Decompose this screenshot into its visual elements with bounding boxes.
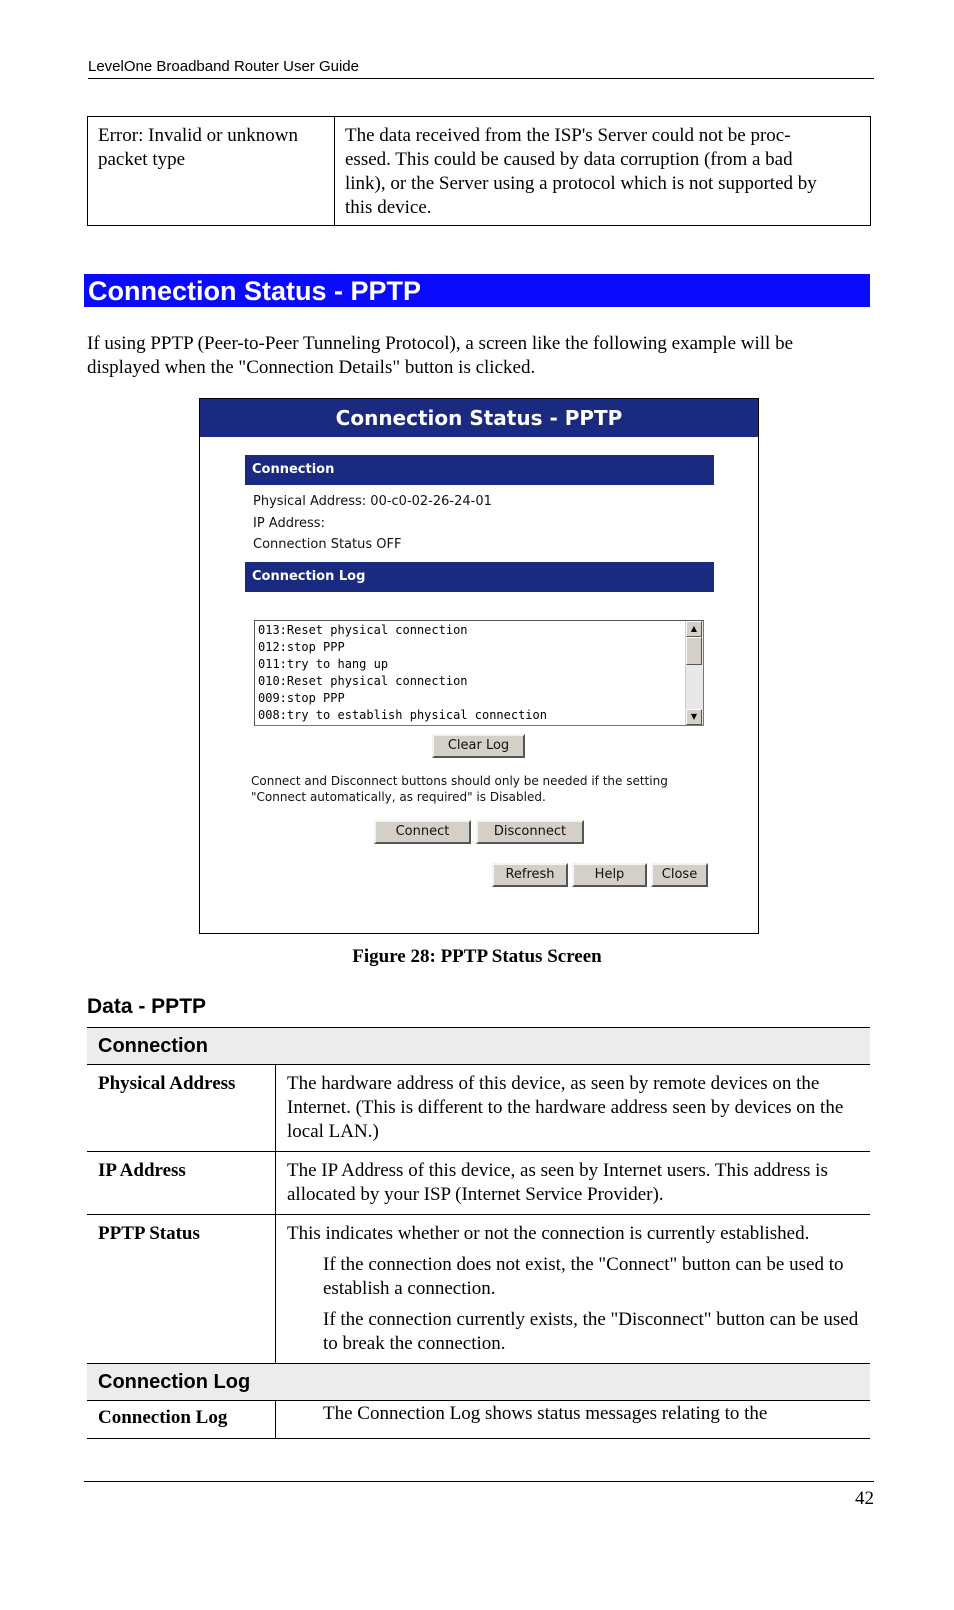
connection-bar: Connection <box>245 455 714 485</box>
log-section-header: Connection Log <box>87 1364 870 1401</box>
intro-paragraph: If using PPTP (Peer-to-Peer Tunneling Protocol), a screen like the following example will be displayed when the "Connection Details" button is clicked. <box>87 333 794 378</box>
row-label: IP Address <box>87 1152 276 1215</box>
connect-note <box>251 773 721 805</box>
log-line: 008:try to establish physical connection <box>258 708 547 722</box>
log-line: 009:stop PPP <box>258 691 345 705</box>
table-row <box>87 1152 870 1215</box>
scroll-down-icon[interactable]: ▼ <box>686 709 702 725</box>
scroll-up-icon[interactable]: ▲ <box>686 621 702 637</box>
note-line: "Connect automatically, as required" is Disabled. <box>251 790 546 804</box>
log-line: 011:try to hang up <box>258 657 389 671</box>
table-section-row <box>87 1364 870 1401</box>
row-description-main: This indicates whether or not the connection is currently established. <box>287 1223 810 1244</box>
help-button[interactable]: Help <box>572 863 647 887</box>
row-description-text: The Connection Log shows status messages relating to the <box>323 1403 768 1424</box>
table-row <box>87 1065 870 1152</box>
desc-line: essed. This could be caused by data corruption (from a bad <box>345 149 793 170</box>
row-description <box>276 1401 871 1439</box>
error-description <box>335 117 871 226</box>
page-number: 42 <box>855 1488 874 1509</box>
error-table <box>87 116 871 226</box>
connect-button[interactable]: Connect <box>374 820 471 844</box>
clear-log-button[interactable]: Clear Log <box>432 734 525 758</box>
connection-status: Connection Status OFF <box>253 537 402 552</box>
log-line: 013:Reset physical connection <box>258 623 468 637</box>
screen-title: Connection Status - PPTP <box>200 399 758 437</box>
log-lines <box>255 622 547 724</box>
disconnect-button[interactable]: Disconnect <box>476 820 584 844</box>
section-title: Connection Status - PPTP <box>84 274 870 307</box>
log-line: 010:Reset physical connection <box>258 674 468 688</box>
physical-address: Physical Address: 00-c0-02-26-24-01 <box>253 494 492 509</box>
figure-caption: Figure 28: PPTP Status Screen <box>352 946 602 967</box>
connection-section-header: Connection <box>87 1028 870 1065</box>
row-description-sub: If the connection does not exist, the "Connect" button can be used to establish a connection. <box>323 1254 844 1299</box>
table-row <box>88 117 871 226</box>
pptp-status-screenshot <box>199 398 759 934</box>
row-label-text: Connection Log <box>98 1407 228 1428</box>
row-description: The IP Address of this device, as seen by Internet users. This address is allocated by your ISP (Internet Service Provider). <box>276 1152 871 1215</box>
log-line: 012:stop PPP <box>258 640 345 654</box>
error-term: Error: Invalid or unknown packet type <box>88 117 335 226</box>
table-row <box>87 1215 870 1364</box>
row-label: Physical Address <box>87 1065 276 1152</box>
connection-log-bar: Connection Log <box>245 562 714 592</box>
page-footer <box>84 1481 874 1510</box>
connection-log-textarea[interactable] <box>254 620 704 726</box>
row-description-sub: If the connection currently exists, the "Disconnect" button can be used to break the connection. <box>323 1309 859 1354</box>
desc-line: The data received from the ISP's Server could not be proc- <box>345 125 791 146</box>
desc-line: this device. <box>345 197 432 218</box>
scroll-thumb[interactable] <box>686 637 702 665</box>
row-label <box>87 1401 276 1439</box>
data-table <box>87 1027 870 1439</box>
row-description <box>276 1215 871 1364</box>
log-scrollbar[interactable] <box>685 621 703 725</box>
table-section-row <box>87 1028 870 1065</box>
desc-line: link), or the Server using a protocol which is not supported by <box>345 173 817 194</box>
row-label: PPTP Status <box>87 1215 276 1364</box>
data-heading: Data - PPTP <box>87 995 207 1018</box>
note-line: Connect and Disconnect buttons should only be needed if the setting <box>251 774 668 788</box>
close-button[interactable]: Close <box>651 863 708 887</box>
table-row <box>87 1401 870 1439</box>
page-header: LevelOne Broadband Router User Guide <box>88 58 874 79</box>
row-description: The hardware address of this device, as seen by remote devices on the Internet. (This is different to the hardware address seen by devices on the local LAN.) <box>276 1065 871 1152</box>
refresh-button[interactable]: Refresh <box>492 863 568 887</box>
ip-address: IP Address: <box>253 516 325 531</box>
